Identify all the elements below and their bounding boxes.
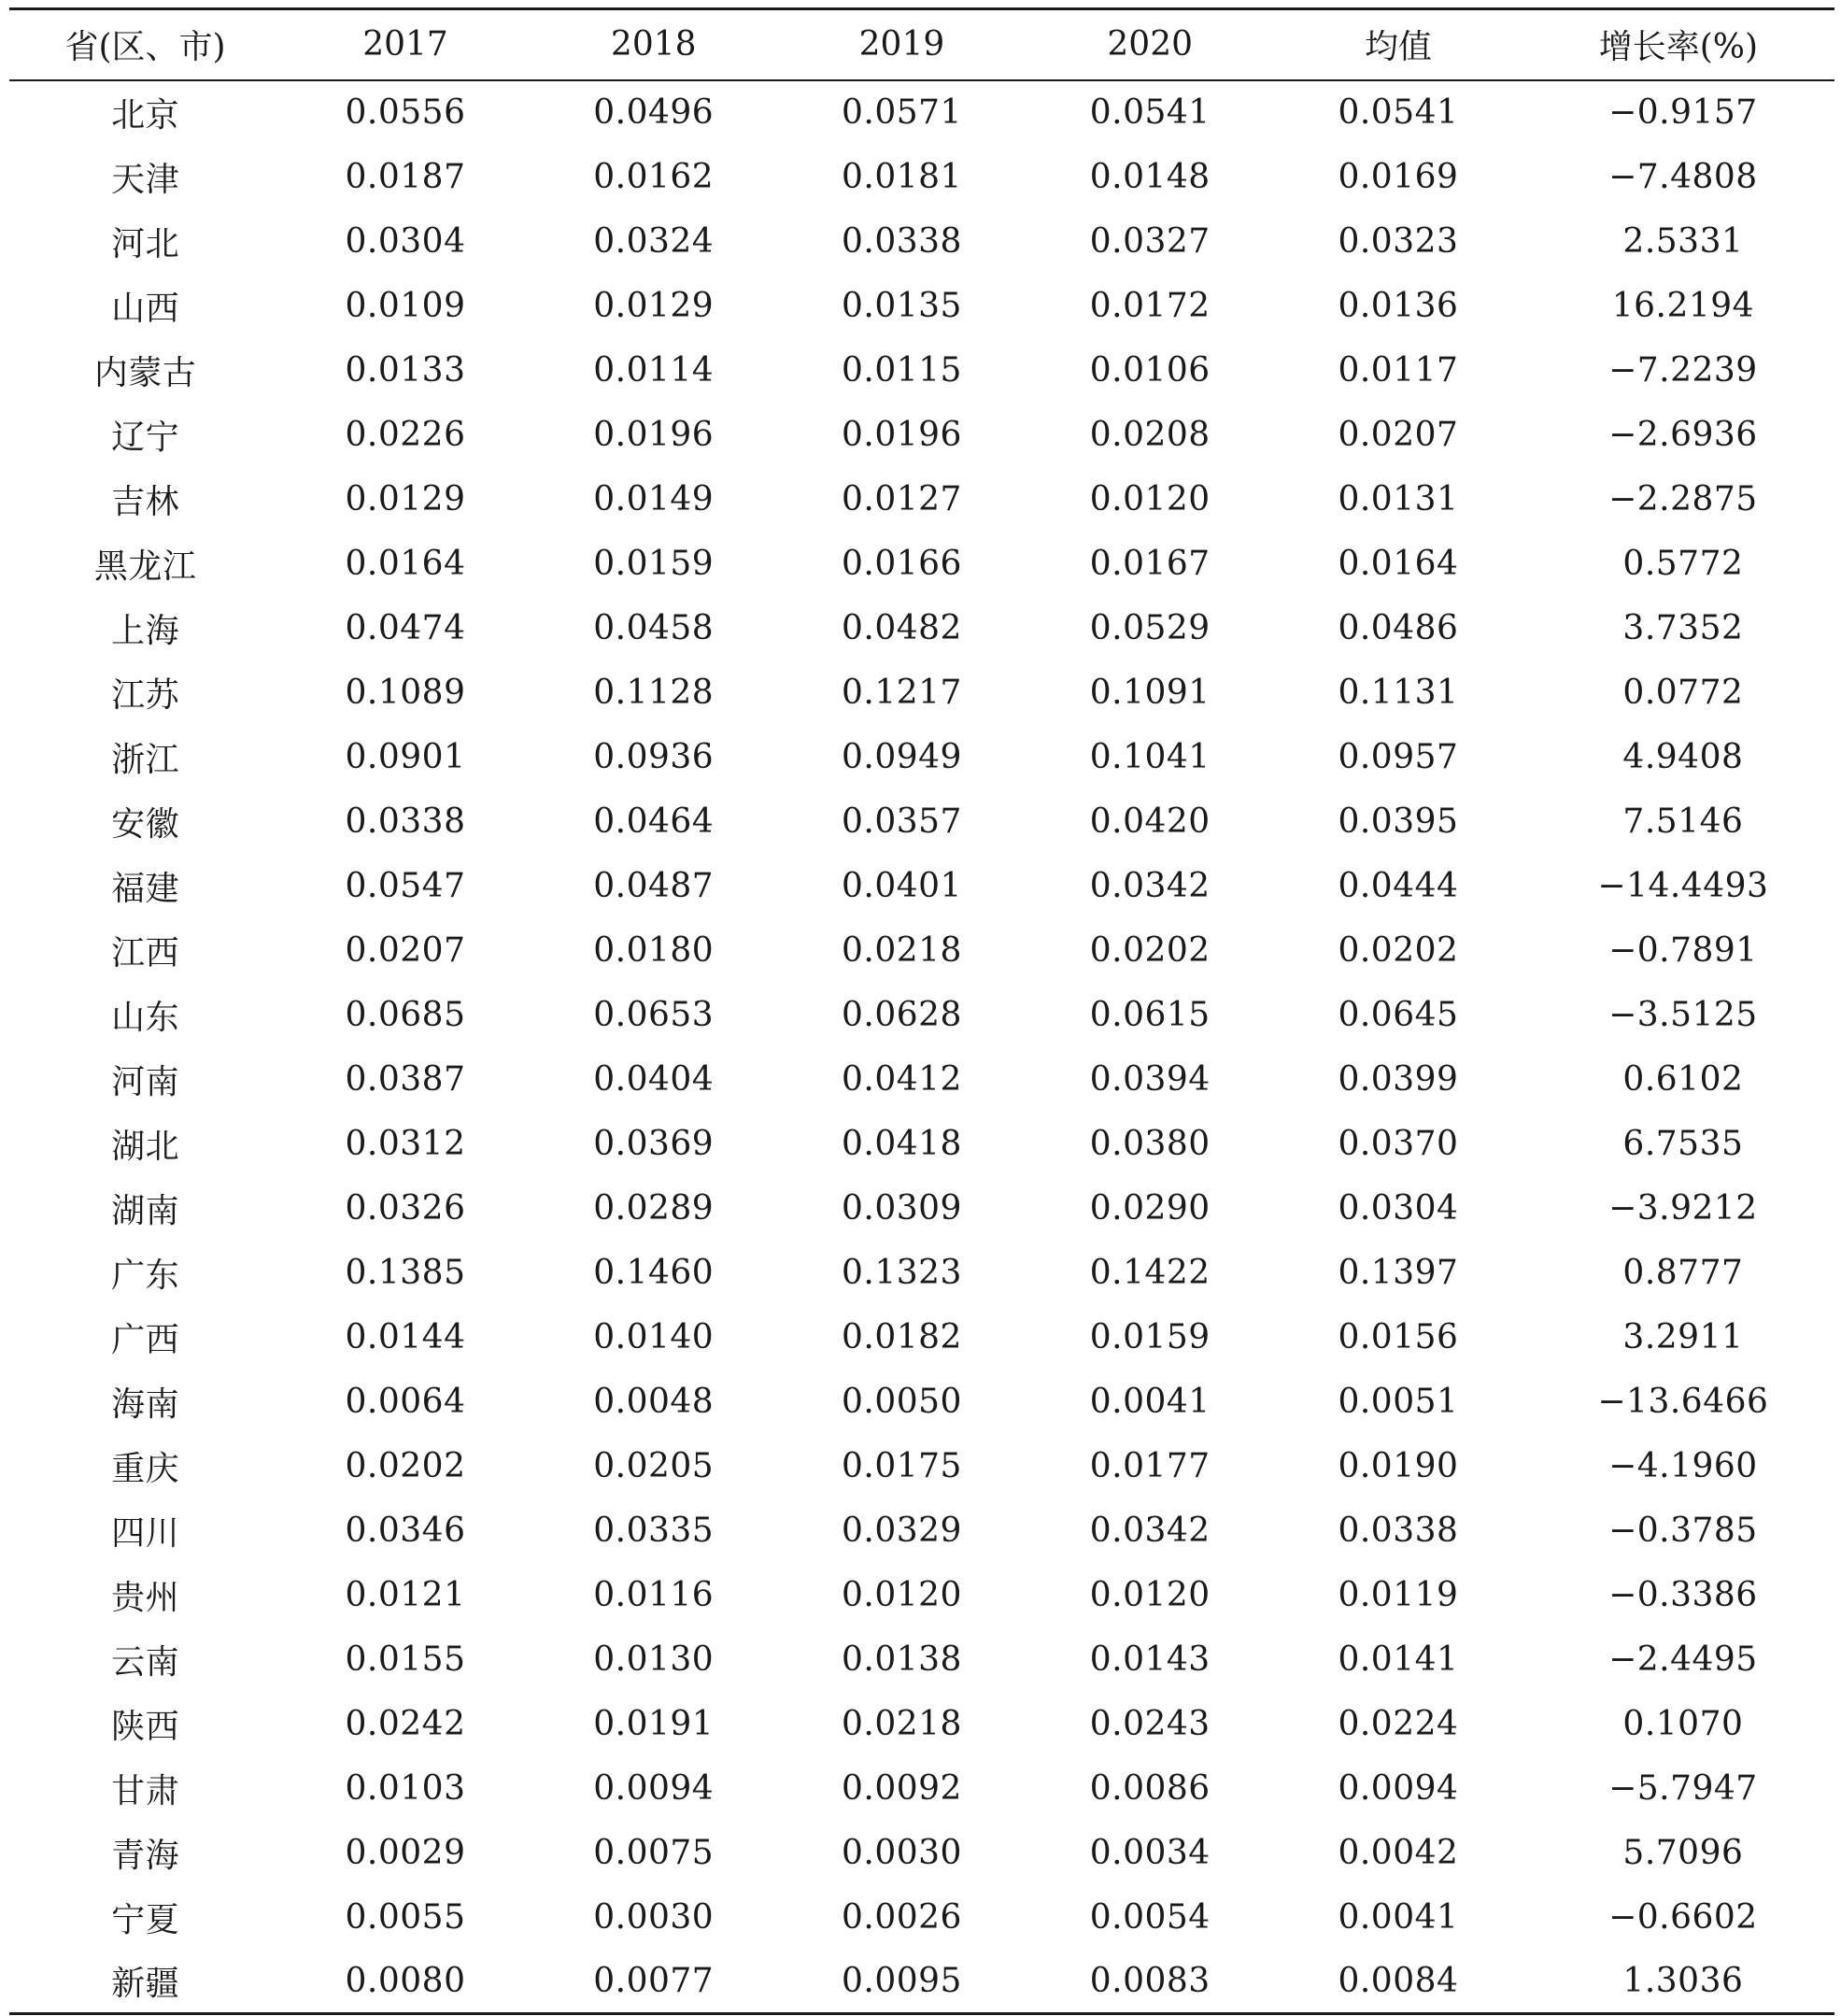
cell-mean: 0.0041: [1338, 1897, 1459, 1937]
cell-province: 河南: [111, 1062, 180, 1101]
cell-mean: 0.0117: [1338, 350, 1459, 390]
cell-2019: 0.0401: [841, 866, 962, 905]
cell-2019: 0.0309: [841, 1188, 962, 1228]
cell-growth-rate: −14.4493: [1597, 866, 1769, 905]
cell-growth-rate: 2.5331: [1622, 221, 1744, 261]
table-row: [9, 596, 1834, 660]
cell-2019: 0.0095: [841, 1961, 962, 2000]
cell-growth-rate: 7.5146: [1622, 802, 1744, 841]
cell-province: 浙江: [111, 740, 180, 779]
cell-mean: 0.0957: [1338, 737, 1459, 776]
table-row: [9, 660, 1834, 725]
table-row: [9, 532, 1834, 596]
cell-2019: 0.0218: [841, 1704, 962, 1743]
cell-province: 云南: [111, 1642, 180, 1682]
cell-2017: 0.0312: [345, 1124, 466, 1163]
cell-growth-rate: −3.5125: [1608, 995, 1758, 1034]
cell-province: 四川: [111, 1513, 180, 1553]
cell-2019: 0.0166: [841, 544, 962, 583]
cell-2017: 0.0103: [345, 1768, 466, 1808]
cell-province: 福建: [111, 869, 180, 908]
cell-2018: 0.0653: [593, 995, 715, 1034]
cell-mean: 0.0395: [1338, 802, 1459, 841]
cell-growth-rate: 6.7535: [1622, 1124, 1744, 1163]
cell-2019: 0.0482: [841, 608, 962, 647]
cell-mean: 0.0119: [1338, 1575, 1459, 1614]
cell-province: 湖北: [111, 1127, 180, 1166]
cell-2018: 0.0487: [593, 866, 715, 905]
table-row: [9, 1563, 1834, 1627]
cell-2019: 0.0949: [841, 737, 962, 776]
cell-2018: 0.0191: [593, 1704, 715, 1743]
cell-growth-rate: −3.9212: [1608, 1188, 1758, 1228]
cell-2018: 0.0129: [593, 286, 715, 325]
header-2018: 2018: [610, 25, 697, 64]
cell-mean: 0.0190: [1338, 1446, 1459, 1485]
cell-2018: 0.0289: [593, 1188, 715, 1228]
cell-2019: 0.0120: [841, 1575, 962, 1614]
table-row: [9, 209, 1834, 274]
cell-2017: 0.1385: [345, 1253, 466, 1292]
cell-2018: 0.0030: [593, 1897, 715, 1937]
cell-province: 辽宁: [111, 418, 180, 457]
cell-2019: 0.0571: [841, 93, 962, 132]
cell-2017: 0.0338: [345, 802, 466, 841]
cell-2017: 0.0387: [345, 1059, 466, 1099]
cell-2019: 0.0138: [841, 1640, 962, 1679]
cell-2020: 0.1041: [1089, 737, 1211, 776]
table-row: [9, 467, 1834, 532]
cell-2019: 0.0026: [841, 1897, 962, 1937]
cell-2017: 0.0029: [345, 1833, 466, 1872]
cell-mean: 0.0224: [1338, 1704, 1459, 1743]
cell-2017: 0.0187: [345, 157, 466, 196]
cell-province: 吉林: [111, 482, 180, 521]
cell-2017: 0.0055: [345, 1897, 466, 1937]
cell-2019: 0.0218: [841, 930, 962, 970]
table-row: [9, 1498, 1834, 1563]
cell-growth-rate: 5.7096: [1622, 1833, 1744, 1872]
table-row: [9, 1370, 1834, 1434]
cell-growth-rate: 3.7352: [1622, 608, 1744, 647]
cell-2018: 0.0404: [593, 1059, 715, 1099]
cell-mean: 0.0169: [1338, 157, 1459, 196]
cell-mean: 0.0323: [1338, 221, 1459, 261]
cell-mean: 0.0164: [1338, 544, 1459, 583]
cell-mean: 0.1131: [1338, 673, 1459, 712]
cell-province: 湖南: [111, 1191, 180, 1230]
cell-2018: 0.0048: [593, 1382, 715, 1421]
cell-2017: 0.0129: [345, 479, 466, 518]
cell-2019: 0.0329: [841, 1511, 962, 1550]
cell-growth-rate: 3.2911: [1622, 1317, 1744, 1356]
cell-2019: 0.0357: [841, 802, 962, 841]
cell-2017: 0.0121: [345, 1575, 466, 1614]
cell-mean: 0.0141: [1338, 1640, 1459, 1679]
data-table-container: [9, 7, 1834, 2015]
cell-2020: 0.0054: [1089, 1897, 1211, 1937]
cell-2018: 0.0936: [593, 737, 715, 776]
cell-growth-rate: −4.1960: [1608, 1446, 1758, 1485]
table-row: [9, 789, 1834, 854]
table-row: [9, 145, 1834, 209]
cell-province: 江苏: [111, 675, 180, 715]
cell-province: 山东: [111, 998, 180, 1037]
cell-province: 陕西: [111, 1707, 180, 1746]
header-2020: 2020: [1107, 25, 1194, 64]
cell-province: 贵州: [111, 1578, 180, 1617]
cell-province: 北京: [111, 96, 180, 135]
cell-2020: 0.1422: [1089, 1253, 1211, 1292]
cell-growth-rate: −5.7947: [1608, 1768, 1758, 1808]
cell-growth-rate: −0.3785: [1608, 1511, 1758, 1550]
header-mean: 均值: [1364, 28, 1432, 67]
cell-mean: 0.0444: [1338, 866, 1459, 905]
cell-2017: 0.1089: [345, 673, 466, 712]
cell-mean: 0.0084: [1338, 1961, 1459, 2000]
table-row: [9, 983, 1834, 1047]
cell-2020: 0.0529: [1089, 608, 1211, 647]
cell-2020: 0.0143: [1089, 1640, 1211, 1679]
cell-growth-rate: 0.1070: [1622, 1704, 1744, 1743]
cell-2018: 0.0205: [593, 1446, 715, 1485]
cell-2019: 0.0127: [841, 479, 962, 518]
cell-growth-rate: −13.6466: [1597, 1382, 1769, 1421]
cell-2018: 0.1460: [593, 1253, 715, 1292]
table-body: [9, 80, 1834, 2014]
cell-2019: 0.0412: [841, 1059, 962, 1099]
table-row: [9, 1756, 1834, 1821]
cell-2020: 0.0086: [1089, 1768, 1211, 1808]
cell-growth-rate: −0.3386: [1608, 1575, 1758, 1614]
cell-2017: 0.0164: [345, 544, 466, 583]
cell-growth-rate: −0.7891: [1608, 930, 1758, 970]
cell-2020: 0.0159: [1089, 1317, 1211, 1356]
cell-2020: 0.0083: [1089, 1961, 1211, 2000]
cell-2020: 0.0290: [1089, 1188, 1211, 1228]
table-row: [9, 918, 1834, 983]
cell-2018: 0.0114: [593, 350, 715, 390]
cell-2018: 0.0324: [593, 221, 715, 261]
cell-2019: 0.1217: [841, 673, 962, 712]
cell-mean: 0.0541: [1338, 93, 1459, 132]
cell-2018: 0.0496: [593, 93, 715, 132]
table-row: [9, 1241, 1834, 1305]
cell-2019: 0.0050: [841, 1382, 962, 1421]
cell-growth-rate: −0.6602: [1608, 1897, 1758, 1937]
cell-2018: 0.0077: [593, 1961, 715, 2000]
cell-province: 江西: [111, 933, 180, 973]
cell-2018: 0.0140: [593, 1317, 715, 1356]
header-growth-rate: 增长率(%): [1598, 28, 1759, 67]
cell-2018: 0.0130: [593, 1640, 715, 1679]
cell-province: 重庆: [111, 1449, 180, 1488]
cell-2017: 0.0144: [345, 1317, 466, 1356]
cell-mean: 0.0338: [1338, 1511, 1459, 1550]
cell-2020: 0.0106: [1089, 350, 1211, 390]
cell-mean: 0.0156: [1338, 1317, 1459, 1356]
cell-2017: 0.0202: [345, 1446, 466, 1485]
cell-province: 河北: [111, 224, 180, 263]
cell-province: 广东: [111, 1256, 180, 1295]
cell-mean: 0.0202: [1338, 930, 1459, 970]
cell-2018: 0.0075: [593, 1833, 715, 1872]
table-row: [9, 725, 1834, 789]
cell-2018: 0.0180: [593, 930, 715, 970]
header-2017: 2017: [362, 25, 448, 64]
table-row: [9, 1305, 1834, 1370]
cell-2020: 0.0420: [1089, 802, 1211, 841]
cell-2018: 0.0196: [593, 415, 715, 454]
cell-2017: 0.0109: [345, 286, 466, 325]
cell-2020: 0.0208: [1089, 415, 1211, 454]
table-row: [9, 1692, 1834, 1756]
cell-growth-rate: −0.9157: [1608, 93, 1758, 132]
table-row: [9, 403, 1834, 467]
cell-2020: 0.0120: [1089, 479, 1211, 518]
cell-2020: 0.0394: [1089, 1059, 1211, 1099]
cell-province: 青海: [111, 1836, 180, 1875]
cell-growth-rate: 0.5772: [1622, 544, 1744, 583]
cell-mean: 0.0131: [1338, 479, 1459, 518]
cell-2019: 0.0135: [841, 286, 962, 325]
cell-growth-rate: −2.2875: [1608, 479, 1758, 518]
cell-2019: 0.0030: [841, 1833, 962, 1872]
cell-2019: 0.1323: [841, 1253, 962, 1292]
cell-2019: 0.0175: [841, 1446, 962, 1485]
table-row: [9, 1176, 1834, 1241]
cell-mean: 0.0486: [1338, 608, 1459, 647]
cell-2017: 0.0547: [345, 866, 466, 905]
cell-2019: 0.0628: [841, 995, 962, 1034]
cell-2020: 0.1091: [1089, 673, 1211, 712]
cell-2017: 0.0064: [345, 1382, 466, 1421]
cell-growth-rate: −2.6936: [1608, 415, 1758, 454]
cell-2017: 0.0326: [345, 1188, 466, 1228]
cell-2017: 0.0474: [345, 608, 466, 647]
cell-mean: 0.0645: [1338, 995, 1459, 1034]
cell-2019: 0.0182: [841, 1317, 962, 1356]
cell-2020: 0.0177: [1089, 1446, 1211, 1485]
cell-2020: 0.0380: [1089, 1124, 1211, 1163]
cell-mean: 0.0042: [1338, 1833, 1459, 1872]
cell-2020: 0.0327: [1089, 221, 1211, 261]
cell-mean: 0.0051: [1338, 1382, 1459, 1421]
header-province: 省(区、市): [64, 28, 226, 67]
table-row: [9, 1885, 1834, 1950]
cell-2018: 0.0464: [593, 802, 715, 841]
cell-2018: 0.1128: [593, 673, 715, 712]
table-row: [9, 1112, 1834, 1176]
cell-2018: 0.0162: [593, 157, 715, 196]
cell-province: 甘肃: [111, 1771, 180, 1810]
cell-2018: 0.0116: [593, 1575, 715, 1614]
table-row: [9, 854, 1834, 918]
cell-2017: 0.0207: [345, 930, 466, 970]
table-row: [9, 80, 1834, 145]
cell-2018: 0.0094: [593, 1768, 715, 1808]
cell-province: 内蒙古: [93, 353, 197, 392]
cell-province: 上海: [111, 611, 180, 650]
cell-2018: 0.0159: [593, 544, 715, 583]
cell-mean: 0.0399: [1338, 1059, 1459, 1099]
cell-2020: 0.0615: [1089, 995, 1211, 1034]
cell-province: 山西: [111, 289, 180, 328]
cell-mean: 0.0304: [1338, 1188, 1459, 1228]
cell-province: 黑龙江: [93, 547, 197, 586]
cell-province: 宁夏: [111, 1900, 180, 1939]
cell-province: 天津: [111, 160, 180, 199]
cell-2019: 0.0181: [841, 157, 962, 196]
cell-mean: 0.0094: [1338, 1768, 1459, 1808]
cell-growth-rate: 4.9408: [1622, 737, 1744, 776]
cell-2017: 0.0685: [345, 995, 466, 1034]
cell-2017: 0.0226: [345, 415, 466, 454]
cell-mean: 0.0136: [1338, 286, 1459, 325]
cell-2020: 0.0167: [1089, 544, 1211, 583]
table-row: [9, 1047, 1834, 1112]
cell-2017: 0.0304: [345, 221, 466, 261]
cell-growth-rate: −7.2239: [1608, 350, 1758, 390]
cell-2020: 0.0202: [1089, 930, 1211, 970]
cell-2017: 0.0242: [345, 1704, 466, 1743]
cell-growth-rate: 16.2194: [1611, 286, 1755, 325]
cell-2017: 0.0346: [345, 1511, 466, 1550]
cell-2019: 0.0115: [841, 350, 962, 390]
cell-2017: 0.0080: [345, 1961, 466, 2000]
cell-2020: 0.0541: [1089, 93, 1211, 132]
cell-growth-rate: 0.6102: [1622, 1059, 1744, 1099]
cell-2017: 0.0556: [345, 93, 466, 132]
cell-2020: 0.0148: [1089, 157, 1211, 196]
table-row: [9, 1627, 1834, 1692]
cell-province: 海南: [111, 1384, 180, 1424]
cell-2017: 0.0155: [345, 1640, 466, 1679]
table-row: [9, 1434, 1834, 1498]
cell-growth-rate: 1.3036: [1622, 1961, 1744, 2000]
cell-2018: 0.0335: [593, 1511, 715, 1550]
table-row: [9, 1950, 1834, 2014]
cell-2020: 0.0342: [1089, 866, 1211, 905]
cell-2020: 0.0034: [1089, 1833, 1211, 1872]
table-row: [9, 1821, 1834, 1885]
table-row: [9, 338, 1834, 403]
cell-growth-rate: −2.4495: [1608, 1640, 1758, 1679]
cell-province: 广西: [111, 1320, 180, 1359]
table-header-row: [9, 9, 1834, 80]
cell-province: 新疆: [111, 1964, 180, 2003]
province-index-table: [9, 7, 1834, 2015]
cell-2020: 0.0243: [1089, 1704, 1211, 1743]
cell-mean: 0.0207: [1338, 415, 1459, 454]
cell-mean: 0.0370: [1338, 1124, 1459, 1163]
header-2019: 2019: [858, 25, 945, 64]
cell-2018: 0.0458: [593, 608, 715, 647]
cell-2018: 0.0369: [593, 1124, 715, 1163]
cell-growth-rate: 0.0772: [1622, 673, 1744, 712]
cell-2020: 0.0041: [1089, 1382, 1211, 1421]
cell-2020: 0.0120: [1089, 1575, 1211, 1614]
cell-2017: 0.0901: [345, 737, 466, 776]
cell-growth-rate: −7.4808: [1608, 157, 1758, 196]
cell-province: 安徽: [111, 804, 180, 844]
cell-2017: 0.0133: [345, 350, 466, 390]
cell-growth-rate: 0.8777: [1622, 1253, 1744, 1292]
cell-mean: 0.1397: [1338, 1253, 1459, 1292]
table-row: [9, 274, 1834, 338]
cell-2020: 0.0172: [1089, 286, 1211, 325]
cell-2019: 0.0092: [841, 1768, 962, 1808]
cell-2019: 0.0418: [841, 1124, 962, 1163]
cell-2019: 0.0338: [841, 221, 962, 261]
cell-2019: 0.0196: [841, 415, 962, 454]
cell-2018: 0.0149: [593, 479, 715, 518]
cell-2020: 0.0342: [1089, 1511, 1211, 1550]
